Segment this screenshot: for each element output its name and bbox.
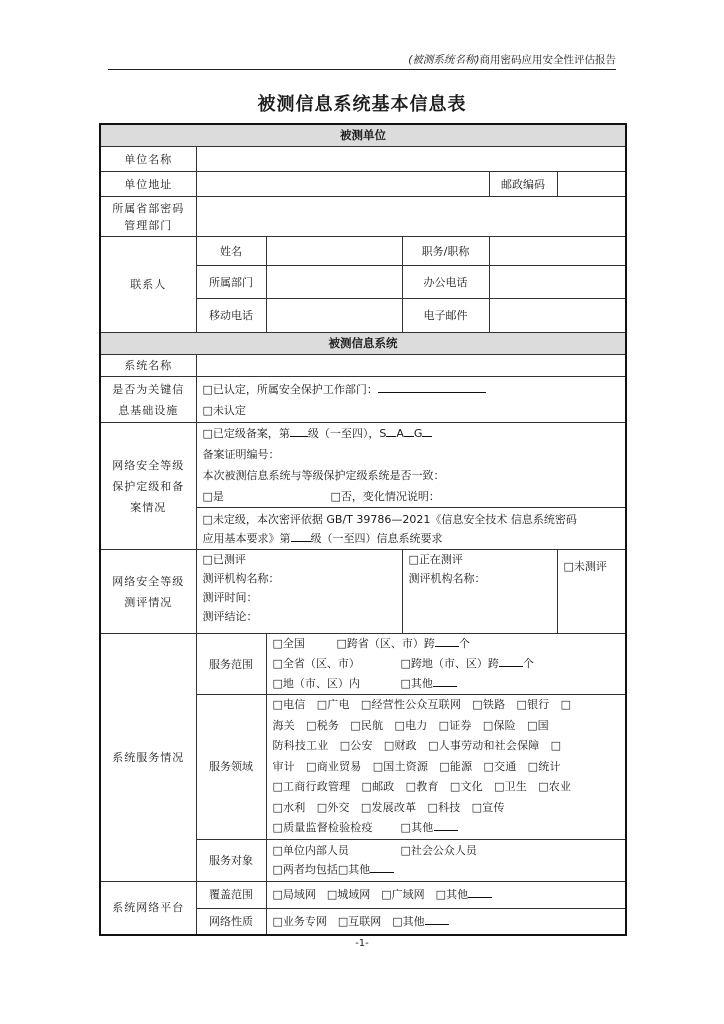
domain-line[interactable]: □工商行政管理 □邮政 □教育 □文化 □卫生 □农业 (272, 780, 572, 793)
grade-filed-text-4: G (413, 427, 423, 440)
grade-s-blank[interactable] (386, 425, 396, 437)
cover-other-blank[interactable] (468, 886, 492, 898)
domain-line[interactable]: □电信 □广电 □经营性公众互联网 □铁路 □银行 □ (272, 698, 572, 711)
contact-dept-field[interactable] (266, 266, 402, 299)
cii-option-not-recognized[interactable]: □未认定 (202, 403, 246, 417)
grade-label-line1: 网络安全等级 (112, 458, 185, 472)
system-name-label: 系统名称 (100, 355, 196, 377)
header-system-name: (被测系统名称) (408, 54, 480, 66)
domain-options (266, 695, 626, 840)
email-label: 电子邮件 (402, 299, 489, 333)
grade-unfiled-text-2: 级（一至四）信息系统要求 (310, 531, 443, 545)
grade-unfiled-option[interactable]: □未定级，本次密评依据 GB/T 39786—2021《信息安全技术 信息系统密码 (202, 512, 577, 526)
cover-options (266, 881, 626, 908)
dept-label (100, 197, 196, 237)
contact-position-label: 职务/职称 (402, 237, 489, 266)
scope-cross-province[interactable]: □跨省（区、市）跨 (336, 637, 435, 650)
domain-line[interactable]: 审计 □商业贸易 □国土资源 □能源 □交通 □统计 (272, 759, 561, 773)
postcode-label: 邮政编码 (489, 172, 557, 197)
dept-label-line2: 管理部门 (124, 218, 173, 232)
scope-options (266, 634, 626, 695)
grade-unfiled-block (196, 508, 626, 550)
target-both[interactable]: □两者均包括 (272, 863, 338, 876)
grade-unfiled-text-1: 应用基本要求》第 (202, 531, 291, 545)
target-public[interactable]: □社会公众人员 (400, 844, 477, 857)
nature-options (266, 908, 626, 935)
grade-label-line2: 保护定级和备 (112, 479, 185, 493)
eval-done-option[interactable]: □已测评 (202, 553, 246, 566)
grade-consistent-no[interactable]: □否，变化情况说明： (330, 490, 440, 503)
header-report-title: 商用密码应用安全性评估报告 (479, 54, 616, 66)
target-line2 (273, 860, 620, 879)
grade-cert-number: 备案证明编号： (202, 448, 280, 461)
scope-province[interactable]: □全省（区、市） (272, 657, 360, 670)
scope-cross-province-blank[interactable] (435, 635, 459, 647)
page-header (408, 52, 616, 67)
grade-consistency-question: 本次被测信息系统与等级保护定级系统是否一致： (202, 469, 445, 482)
cover-options-text[interactable]: □局域网 □城域网 □广域网 □其他 (272, 888, 469, 901)
target-options (266, 839, 626, 881)
eval-label-line2: 测评情况 (124, 595, 173, 609)
scope-line1 (273, 634, 620, 654)
grade-a-blank[interactable] (404, 425, 414, 437)
grade-label (100, 423, 196, 550)
unit-address-label: 单位地址 (100, 172, 196, 197)
grade-filed-option[interactable] (203, 423, 620, 444)
scope-line2 (273, 654, 620, 674)
system-name-field[interactable] (196, 355, 626, 377)
header-rule (108, 69, 616, 70)
cii-option-recognized-text: □已认定，所属安全保护工作部门： (202, 382, 378, 396)
cii-label-line1: 是否为关键信 (112, 382, 185, 396)
eval-ongoing-org: 测评机构名称： (408, 572, 486, 585)
eval-done-block (196, 550, 402, 634)
scope-cross-province-unit: 个 (458, 637, 470, 650)
section-system: 被测信息系统 (100, 333, 626, 355)
section-unit: 被测单位 (100, 124, 626, 147)
nature-options-text[interactable]: □业务专网 □互联网 □其他 (272, 914, 425, 928)
unit-name-label: 单位名称 (100, 147, 196, 172)
domain-quality-inspection[interactable]: □质量监督检验检疫 (272, 821, 373, 834)
eval-label-line1: 网络安全等级 (112, 574, 185, 588)
service-label: 系统服务情况 (100, 634, 196, 882)
contact-label: 联系人 (100, 237, 196, 333)
scope-cross-city-unit: 个 (522, 657, 534, 670)
cii-options (196, 377, 626, 423)
mobile-label: 移动电话 (196, 299, 266, 333)
info-table (99, 123, 627, 936)
grade-consistency-options (203, 486, 620, 507)
scope-line3 (273, 674, 620, 694)
office-phone-label: 办公电话 (402, 266, 489, 299)
eval-org-name: 测评机构名称： (202, 572, 280, 585)
mobile-field[interactable] (266, 299, 402, 333)
eval-conclusion: 测评结论： (202, 610, 258, 623)
grade-unfiled-level-blank[interactable] (291, 530, 311, 542)
cii-option-recognized[interactable] (203, 379, 620, 400)
domain-other[interactable]: □其他 (400, 821, 434, 834)
cii-dept-blank[interactable] (378, 381, 486, 393)
eval-ongoing-block (402, 550, 557, 634)
grade-label-line3: 案情况 (130, 500, 167, 514)
domain-line-last (273, 818, 620, 839)
eval-label (100, 550, 196, 634)
target-other-blank[interactable] (370, 861, 394, 873)
scope-label: 服务范围 (196, 634, 266, 695)
scope-cross-city-blank[interactable] (499, 655, 523, 667)
network-label: 系统网络平台 (100, 881, 196, 935)
domain-line[interactable]: 防科技工业 □公安 □财政 □人事劳动和社会保障 □ (272, 739, 562, 752)
page-title: 被测信息系统基本信息表 (257, 94, 467, 115)
target-other[interactable]: □其他 (337, 863, 371, 876)
dept-field[interactable] (196, 197, 626, 237)
domain-label: 服务领域 (196, 695, 266, 840)
email-field[interactable] (489, 299, 626, 333)
cover-label: 覆盖范围 (196, 881, 266, 908)
domain-line[interactable]: □水利 □外交 □发展改革 □科技 □宣传 (272, 800, 505, 814)
dept-label-line1: 所属省部密码 (112, 201, 185, 215)
grade-filed-block (196, 423, 626, 508)
unit-address-field[interactable] (196, 172, 489, 197)
scope-national[interactable]: □全国 (272, 637, 305, 650)
grade-level-blank[interactable] (290, 425, 308, 437)
eval-none-block (557, 550, 626, 634)
grade-filed-text-3: A (396, 427, 404, 440)
contact-name-field[interactable] (266, 237, 402, 266)
page-number: -1- (355, 938, 369, 949)
domain-other-blank[interactable] (434, 819, 458, 831)
scope-other[interactable]: □其他 (400, 677, 433, 690)
eval-time: 测评时间： (202, 591, 258, 604)
grade-unfiled-line2 (203, 529, 620, 548)
grade-filed-text-1: □已定级备案，第 (202, 427, 290, 440)
domain-line[interactable]: 海关 □税务 □民航 □电力 □证券 □保险 □国 (272, 718, 549, 732)
grade-filed-text-2: 级（一至四），S (307, 427, 387, 440)
scope-city[interactable]: □地（市、区）内 (272, 677, 360, 690)
contact-dept-label: 所属部门 (196, 266, 266, 299)
scope-cross-city[interactable]: □跨地（市、区）跨 (400, 657, 499, 670)
eval-none-option[interactable]: □未测评 (563, 560, 607, 573)
grade-g-blank[interactable] (422, 425, 432, 437)
unit-name-field[interactable] (196, 147, 626, 172)
eval-ongoing-option[interactable]: □正在测评 (408, 553, 463, 566)
contact-name-label: 姓名 (196, 237, 266, 266)
cii-label-line2: 息基础设施 (118, 403, 179, 417)
postcode-field[interactable] (557, 172, 626, 197)
scope-other-blank[interactable] (433, 675, 457, 687)
nature-other-blank[interactable] (425, 913, 449, 925)
target-label: 服务对象 (196, 839, 266, 881)
grade-consistent-yes[interactable]: □是 (202, 490, 224, 503)
nature-label: 网络性质 (196, 908, 266, 935)
office-phone-field[interactable] (489, 266, 626, 299)
cii-label (100, 377, 196, 423)
contact-position-field[interactable] (489, 237, 626, 266)
target-line1 (273, 841, 620, 860)
target-internal[interactable]: □单位内部人员 (272, 844, 349, 857)
